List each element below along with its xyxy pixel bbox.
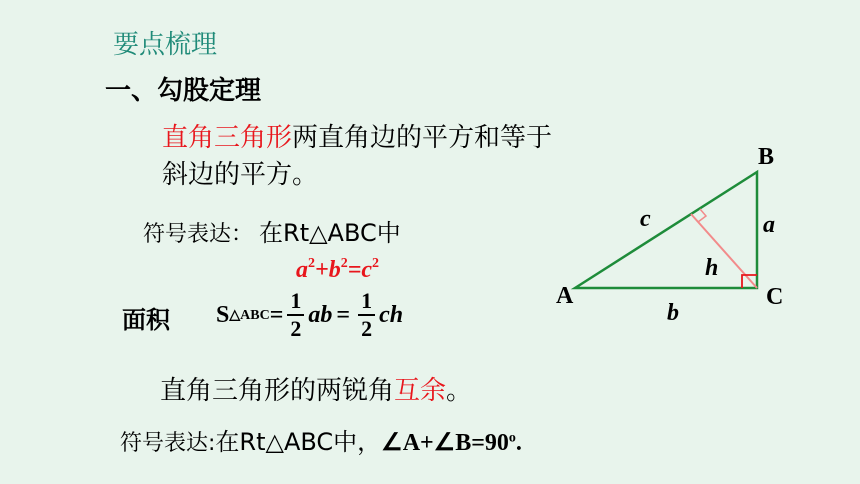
area-label: 面积 [122, 306, 170, 334]
symbol-condition: 在Rt△ABC中 [259, 219, 401, 247]
height-h-label: h [705, 255, 719, 281]
pythagoras-formula: $a^2+b^2=c^2$ [296, 256, 380, 283]
area-formula: S △ABC = $\frac{1}{2}$ ab = $\frac{1}{2}$ ch [216, 288, 404, 341]
altitude-h [691, 214, 757, 288]
vertex-a-label: A [556, 283, 574, 309]
theorem-highlight: 直角三角形 [162, 123, 293, 153]
fraction-one-half: $\frac{1}{2}$ [287, 288, 304, 342]
vertex-b-label: B [758, 144, 775, 170]
side-a-label: a [763, 212, 775, 238]
triangle-abc [575, 172, 757, 288]
theorem-text: 两直角边的平方和等于 [292, 123, 553, 153]
side-b-label: b [667, 300, 679, 326]
right-angle-mark-altitude [698, 209, 706, 222]
theorem-line-2: 斜边的平方。 [162, 160, 319, 190]
fraction-one-half-2: $\frac{1}{2}$ [358, 288, 375, 342]
section-title: 要点梳理 [113, 30, 218, 60]
acute-angles-statement: 直角三角形的两锐角互余。 [160, 376, 473, 406]
symbol-label: 符号表达： [143, 222, 254, 247]
heading-pythagorean-theorem: 一、勾股定理 [105, 76, 262, 106]
side-c-label: c [640, 206, 651, 232]
acute-angles-highlight: 互余 [394, 376, 447, 406]
angle-expression: 符号表达:在Rt△ABC中，$\angle A+\angle B=90^o$. [120, 428, 522, 456]
vertex-c-label: C [766, 284, 784, 310]
